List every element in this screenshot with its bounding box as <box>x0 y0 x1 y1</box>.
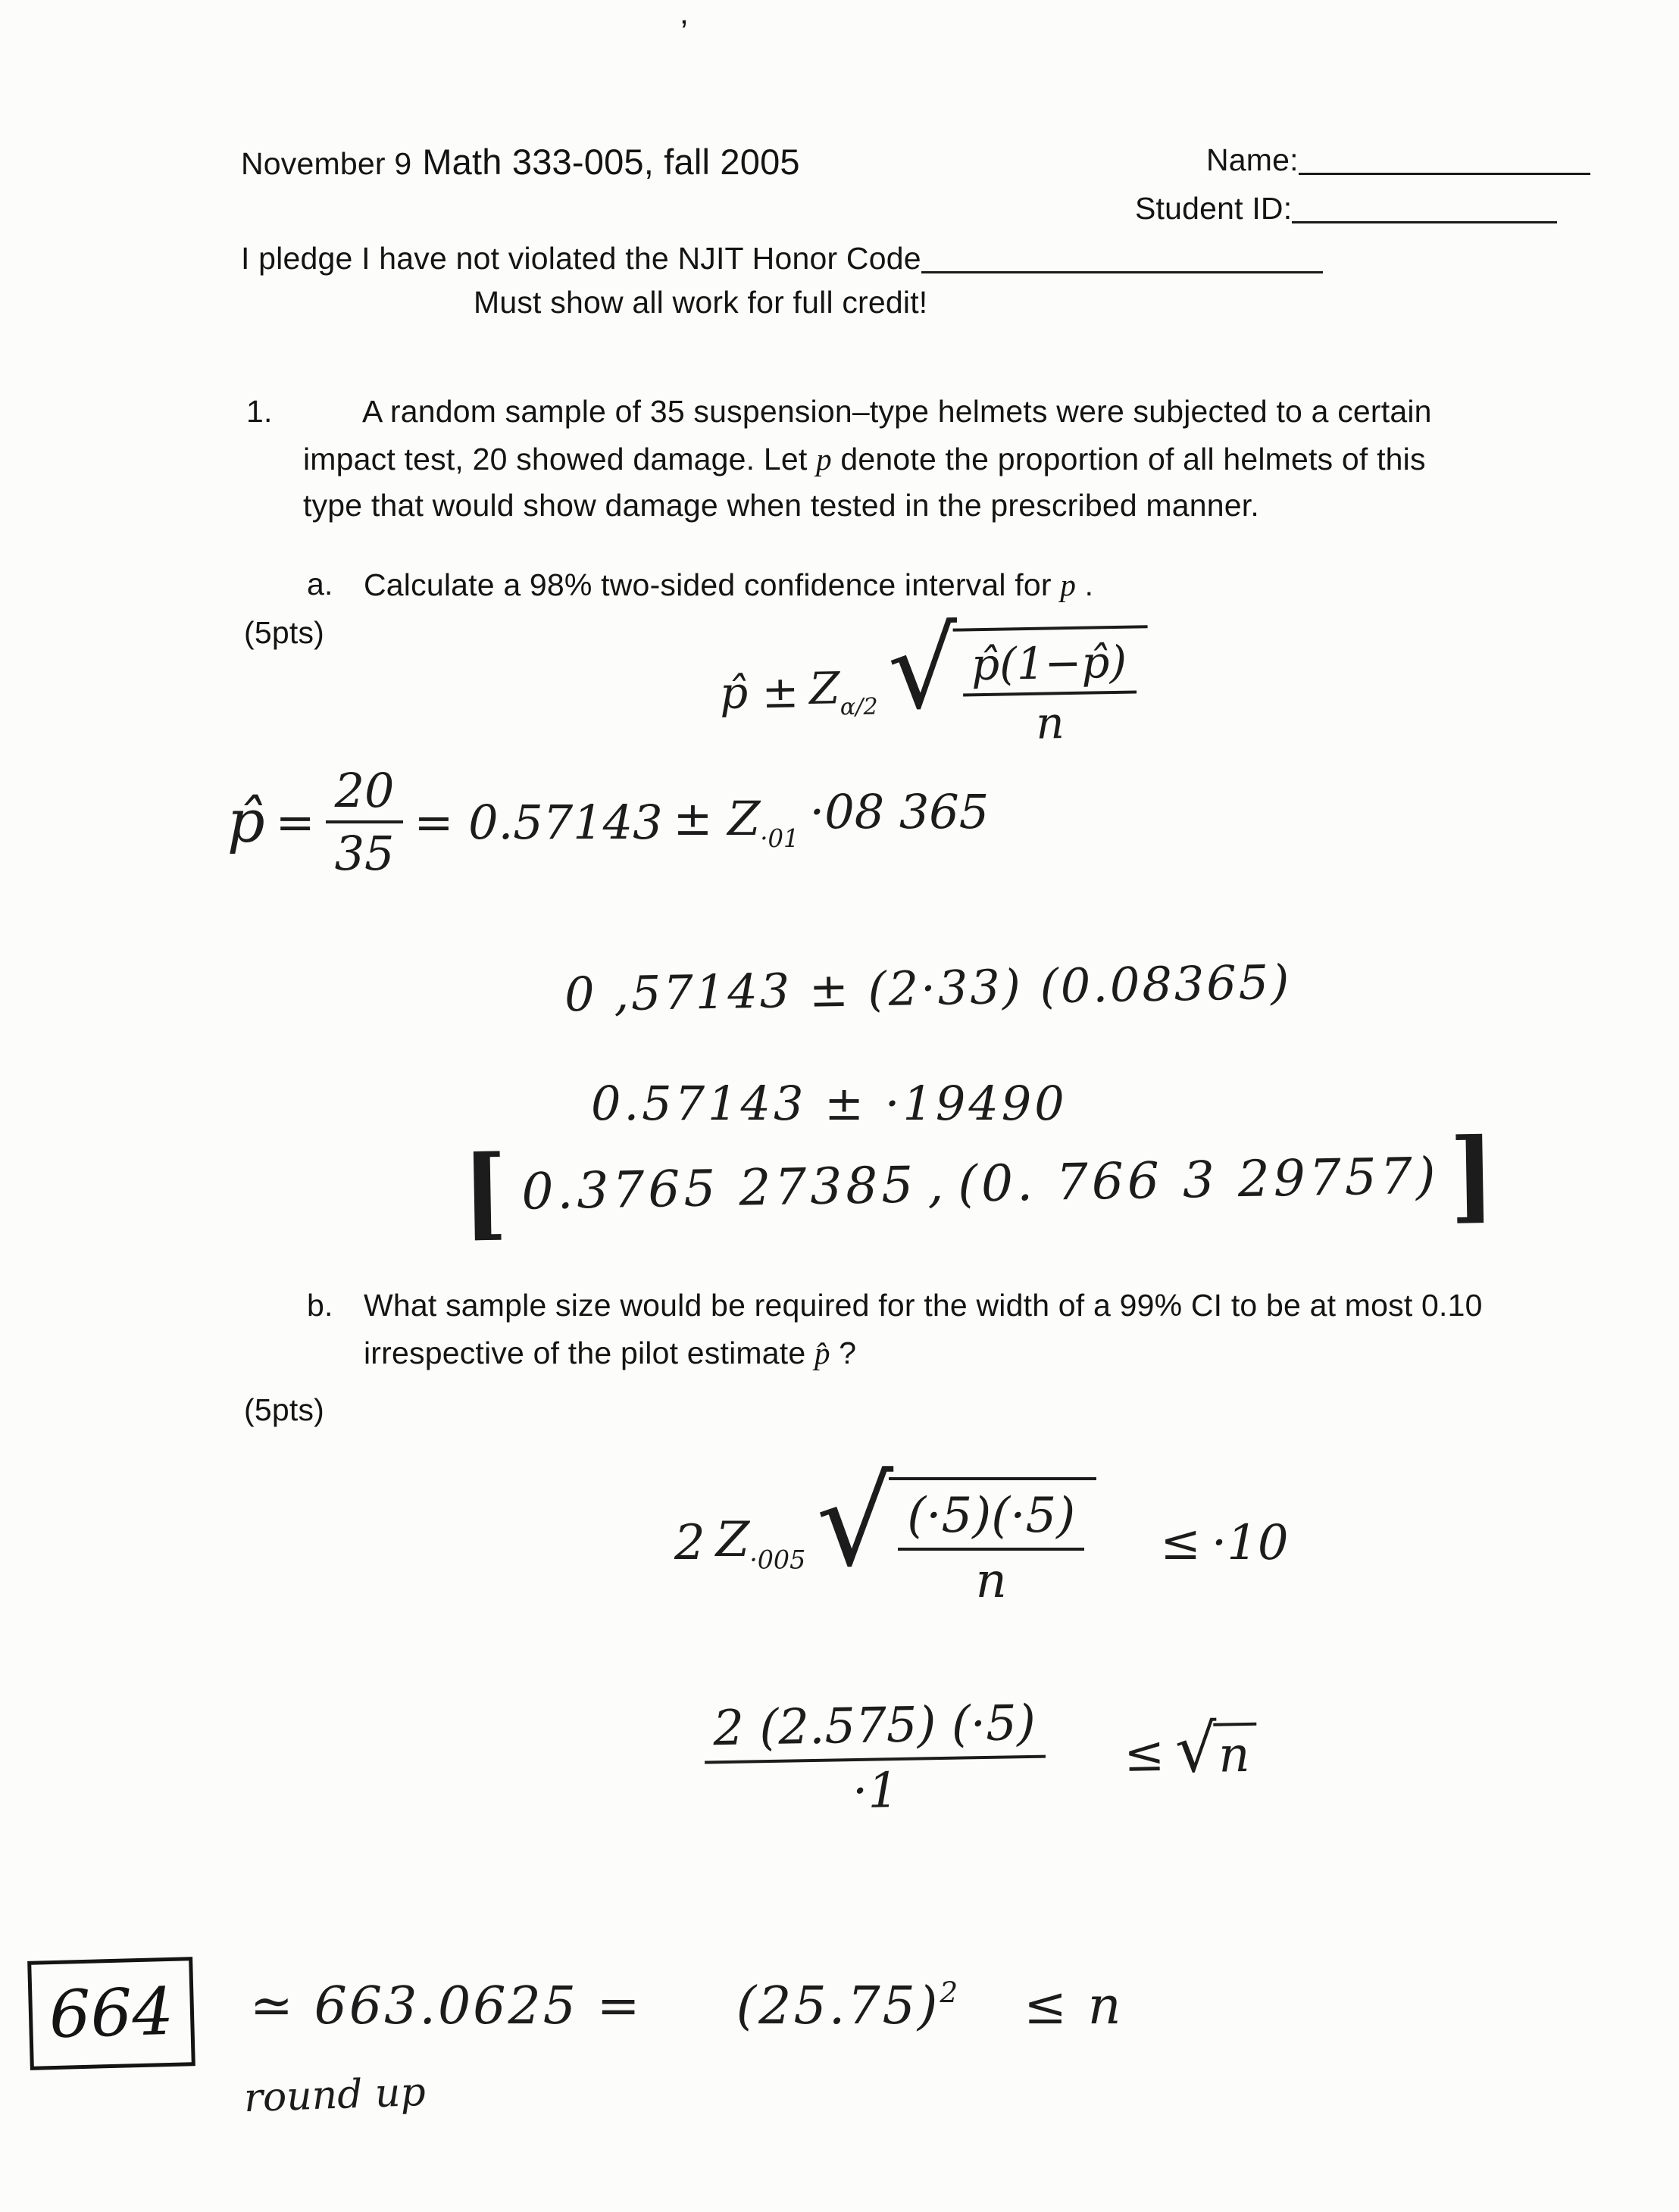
variance-fraction <box>961 636 1137 749</box>
standard-error-radical <box>886 605 1149 751</box>
z-critical-term <box>674 791 799 853</box>
variance-denominator: n <box>1035 696 1065 749</box>
phat-value: = 0.57143 <box>414 794 663 850</box>
z-subscript-alpha-over-2: α/2 <box>840 693 878 721</box>
name-blank-line <box>1299 142 1590 175</box>
phat-plus-minus: p̂ ± <box>719 666 799 720</box>
z-005-term <box>716 1512 806 1575</box>
approx-663: ≃ 663.0625 = <box>250 1976 643 2036</box>
part-a-label: a. <box>307 567 333 601</box>
interval-comma: , <box>927 1154 948 1214</box>
part-a-text-post: . <box>1076 567 1094 602</box>
handwritten-ci-general-formula <box>719 605 1160 754</box>
handwritten-sample-size-setup <box>674 1451 1299 1609</box>
part-a-text-pre: Calculate a 98% two-sided confidence interval for <box>364 567 1061 602</box>
equals-sign: = <box>275 794 315 850</box>
handwritten-result-line <box>250 1976 1134 2036</box>
handwritten-step-margin: 0.57143 ± ·19490 <box>591 1076 1068 1131</box>
exponent-2: 2 <box>940 1976 961 2009</box>
fraction-denominator-35: 35 <box>334 826 395 882</box>
radical-sign-icon: √ <box>886 605 959 735</box>
radical-content <box>889 1477 1096 1609</box>
fraction-20-over-35 <box>326 764 404 881</box>
course-title: Math 333-005, fall 2005 <box>422 142 800 182</box>
width-bound-value: ·10 <box>1211 1515 1289 1572</box>
honor-pledge-text: I pledge I have not violated the NJIT Honor Code <box>241 241 921 276</box>
fraction-numerator-20: 20 <box>326 764 404 823</box>
part-b-variable-phat: p̂ <box>814 1336 830 1370</box>
interval-upper-bound: (0. 766 3 29757) <box>957 1146 1440 1214</box>
half-half-fraction <box>898 1489 1084 1609</box>
sqrt-n-term <box>1174 1711 1258 1788</box>
coefficient-2: 2 <box>674 1515 705 1572</box>
part-b-points: (5pts) <box>244 1392 325 1427</box>
part-a-points: (5pts) <box>244 615 325 650</box>
pledge-signature-line <box>921 241 1323 273</box>
radical-content <box>952 625 1149 750</box>
name-row <box>1206 142 1590 178</box>
solve-numerator: 2 (2.575) (·5) <box>704 1696 1046 1764</box>
question-1-line-1: A random sample of 35 suspension–type helmets were subjected to a certain <box>362 394 1432 429</box>
interval-lower-bound: 0.3765 27385 <box>521 1155 918 1221</box>
name-label: Name: <box>1206 142 1299 177</box>
question-1-number: 1. <box>246 394 273 429</box>
half-half-denominator: n <box>975 1552 1007 1609</box>
half-half-radical <box>816 1451 1096 1609</box>
final-answer-value: 664 <box>48 1973 175 2054</box>
honor-pledge-row <box>241 241 1323 276</box>
z-letter: Z <box>715 1511 750 1568</box>
part-b-line-1: What sample size would be required for the width of a 99% CI to be at most 0.10 <box>364 1288 1483 1323</box>
part-b-label: b. <box>307 1288 333 1323</box>
variance-numerator: p̂(1−p̂) <box>961 636 1136 696</box>
work-instruction: Must show all work for full credit! <box>474 285 928 320</box>
student-id-label: Student ID: <box>1135 191 1293 226</box>
part-b-line-2 <box>364 1335 856 1371</box>
interval-open-bracket: [ <box>461 1133 512 1251</box>
solve-denominator: ·1 <box>852 1762 899 1820</box>
z-critical-symbol <box>809 661 878 721</box>
part-b-line2-pre: irrespective of the pilot estimate <box>364 1336 814 1370</box>
final-answer-box <box>27 1957 195 2070</box>
standard-error-value: ·08 365 <box>809 783 990 839</box>
handwritten-sample-size-solve <box>704 1692 1269 1823</box>
student-id-row <box>1135 191 1557 227</box>
round-up-note: round up <box>243 2069 427 2122</box>
student-id-blank-line <box>1292 191 1557 223</box>
exam-date: November 9 <box>241 146 412 181</box>
part-a-text <box>364 567 1093 603</box>
squared-base: (25.75) <box>736 1976 940 2037</box>
squared-term <box>736 1976 961 2036</box>
radical-sign-icon: √ <box>816 1451 894 1593</box>
leq-sign: ≤ <box>1123 1726 1165 1783</box>
part-a-variable-p: p <box>1060 567 1077 602</box>
leq-sign: ≤ <box>1160 1515 1201 1572</box>
sqrt-n-content: n <box>1214 1722 1258 1783</box>
radical-sign-icon: √ <box>1174 1711 1218 1788</box>
leq-n: ≤ n <box>1024 1976 1124 2036</box>
question-1-line-3: type that would show damage when tested in the prescribed manner. <box>303 488 1259 523</box>
phat-symbol: p̂ <box>227 788 265 857</box>
handwritten-phat-computation <box>227 764 999 881</box>
half-half-numerator: (·5)(·5) <box>898 1489 1084 1551</box>
question-1-line-2 <box>303 441 1426 477</box>
solve-fraction <box>704 1696 1046 1823</box>
q1-variable-p: p <box>816 442 832 476</box>
z-subscript-005: ·005 <box>749 1545 806 1575</box>
plus-minus-z: ± Z <box>673 791 761 847</box>
interval-close-bracket: ] <box>1449 1115 1500 1234</box>
q1-line2-pre: impact test, 20 showed damage. Let <box>303 442 817 476</box>
part-b-line2-post: ? <box>830 1336 857 1370</box>
scan-artifact-mark: ’ <box>680 14 688 51</box>
z-letter: Z <box>808 661 841 714</box>
handwritten-confidence-interval <box>461 1115 1509 1251</box>
z-subscript-01: ·01 <box>760 824 799 854</box>
q1-line2-post: denote the proportion of all helmets of this <box>831 442 1426 476</box>
header-date-course <box>241 141 800 183</box>
handwritten-step-multiply: 0 ,57143 ± (2·33) (0.08365) <box>564 954 1292 1023</box>
